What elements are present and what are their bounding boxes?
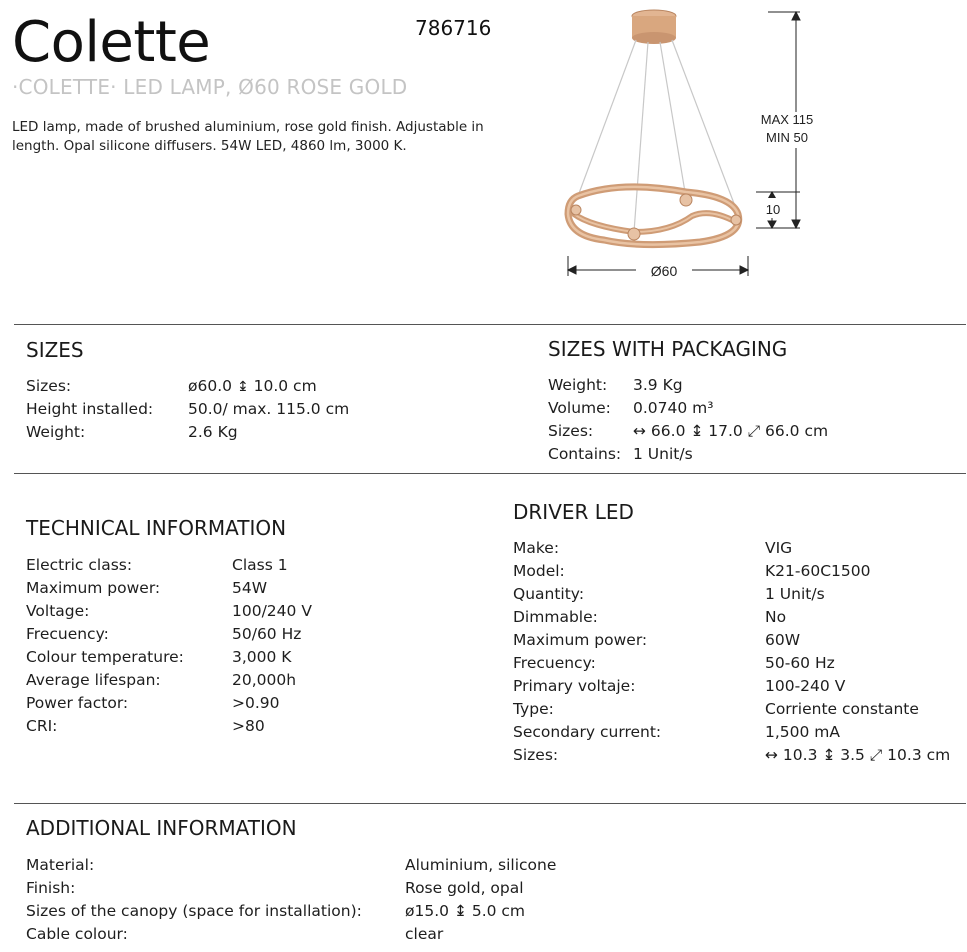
height-label-max: MAX 115 [760,112,814,127]
driver-row [513,583,963,606]
driver-row [513,675,963,698]
height-label-min: MIN 50 [766,130,808,145]
technical-value: Class 1 [232,556,288,574]
additional-key: Finish: [26,879,76,897]
technical-row [26,577,486,600]
divider [14,324,966,325]
sizes-value: 2.6 Kg [188,423,238,441]
lamp-ring-icon [568,187,741,245]
packaging-row [548,420,958,443]
packaging-key: Sizes: [548,422,594,440]
additional-value: Aluminium, silicone [405,856,557,874]
technical-key: Power factor: [26,694,129,712]
driver-value: 1 Unit/s [765,585,825,603]
driver-value: 100-240 V [765,677,846,695]
packaging-value: 1 Unit/s [633,445,693,463]
driver-row [513,560,963,583]
driver-key: Secondary current: [513,723,662,741]
packaging-value: ↔ 66.0 ↨ 17.0 ⤢ 66.0 cm [633,422,829,440]
packaging-table [548,374,958,466]
driver-value: VIG [765,539,793,557]
driver-value: K21-60C1500 [765,562,871,580]
technical-row [26,600,486,623]
diameter-label: Ø60 [650,263,678,279]
driver-key: Sizes: [513,746,559,764]
packaging-key: Contains: [548,445,622,463]
packaging-value: 0.0740 m³ [633,399,714,417]
driver-row [513,537,963,560]
technical-value: 3,000 K [232,648,292,666]
sizes-row [26,398,506,421]
additional-value: ø15.0 ↨ 5.0 cm [405,902,526,920]
suspension-cables [578,40,738,232]
driver-title: DRIVER LED [513,500,634,524]
driver-value: ↔ 10.3 ↨ 3.5 ⤢ 10.3 cm [765,746,951,764]
additional-row [26,877,626,900]
lamp-diagram [540,0,840,300]
driver-key: Maximum power: [513,631,648,649]
driver-key: Make: [513,539,560,557]
canopy-icon [632,10,676,44]
driver-row [513,721,963,744]
driver-key: Quantity: [513,585,585,603]
driver-row [513,606,963,629]
height-arrow-icon: ↨ [236,379,249,395]
sizes-value: 50.0/ max. 115.0 cm [188,400,350,418]
sizes-key: Weight: [26,423,86,441]
driver-value: 50-60 Hz [765,654,835,672]
driver-value: Corriente constante [765,700,919,718]
packaging-row [548,443,958,466]
driver-key: Model: [513,562,565,580]
driver-key: Dimmable: [513,608,598,626]
additional-key: Cable colour: [26,925,128,943]
sizes-table [26,375,506,444]
packaging-key: Volume: [548,399,611,417]
additional-row [26,854,626,877]
technical-value: >80 [232,717,265,735]
sizes-title: SIZES [26,338,84,362]
additional-key: Material: [26,856,95,874]
product-description: LED lamp, made of brushed aluminium, rose gold finish. Adjustable in length. Opal silicone diffusers. 54W LED, 4860 lm, 3000 K. [12,119,484,154]
driver-value: 60W [765,631,801,649]
technical-row [26,692,486,715]
technical-key: Voltage: [26,602,90,620]
technical-row [26,715,486,738]
packaging-row [548,397,958,420]
additional-row [26,900,626,923]
driver-key: Primary voltaje: [513,677,636,695]
technical-title: TECHNICAL INFORMATION [26,516,287,540]
technical-row [26,646,486,669]
packaging-title: SIZES WITH PACKAGING [548,337,788,361]
driver-value: No [765,608,787,626]
product-title: Colette [12,10,211,75]
product-code: 786716 [415,16,492,40]
additional-value: clear [405,925,444,943]
technical-key: Colour temperature: [26,648,184,666]
driver-value: 1,500 mA [765,723,841,741]
additional-row [26,923,626,946]
technical-row [26,623,486,646]
technical-key: Electric class: [26,556,133,574]
technical-value: >0.90 [232,694,280,712]
product-subtitle: ·COLETTE· LED LAMP, Ø60 ROSE GOLD [12,75,408,99]
technical-row [26,669,486,692]
packaging-value: 3.9 Kg [633,376,683,394]
technical-key: Frecuency: [26,625,109,643]
driver-row [513,652,963,675]
driver-row [513,744,963,767]
driver-key: Frecuency: [513,654,596,672]
technical-value: 50/60 Hz [232,625,302,643]
additional-title: ADDITIONAL INFORMATION [26,816,297,840]
technical-value: 20,000h [232,671,297,689]
driver-key: Type: [513,700,554,718]
packaging-row [548,374,958,397]
technical-table [26,554,486,738]
driver-row [513,698,963,721]
packaging-key: Weight: [548,376,608,394]
technical-value: 100/240 V [232,602,312,620]
technical-value: 54W [232,579,268,597]
technical-row [26,554,486,577]
additional-key: Sizes of the canopy (space for installation): [26,902,362,920]
divider [14,803,966,804]
technical-key: Average lifespan: [26,671,161,689]
additional-value: Rose gold, opal [405,879,524,897]
driver-table [513,537,963,767]
divider [14,473,966,474]
sizes-key: Sizes: [26,377,72,395]
technical-key: Maximum power: [26,579,161,597]
technical-key: CRI: [26,717,58,735]
sizes-row [26,421,506,444]
ring-height-label: 10 [765,202,781,217]
sizes-key: Height installed: [26,400,154,418]
sizes-value: ø60.0 ↨ 10.0 cm [188,377,317,395]
driver-row [513,629,963,652]
additional-table [26,854,626,946]
sizes-row [26,375,506,398]
